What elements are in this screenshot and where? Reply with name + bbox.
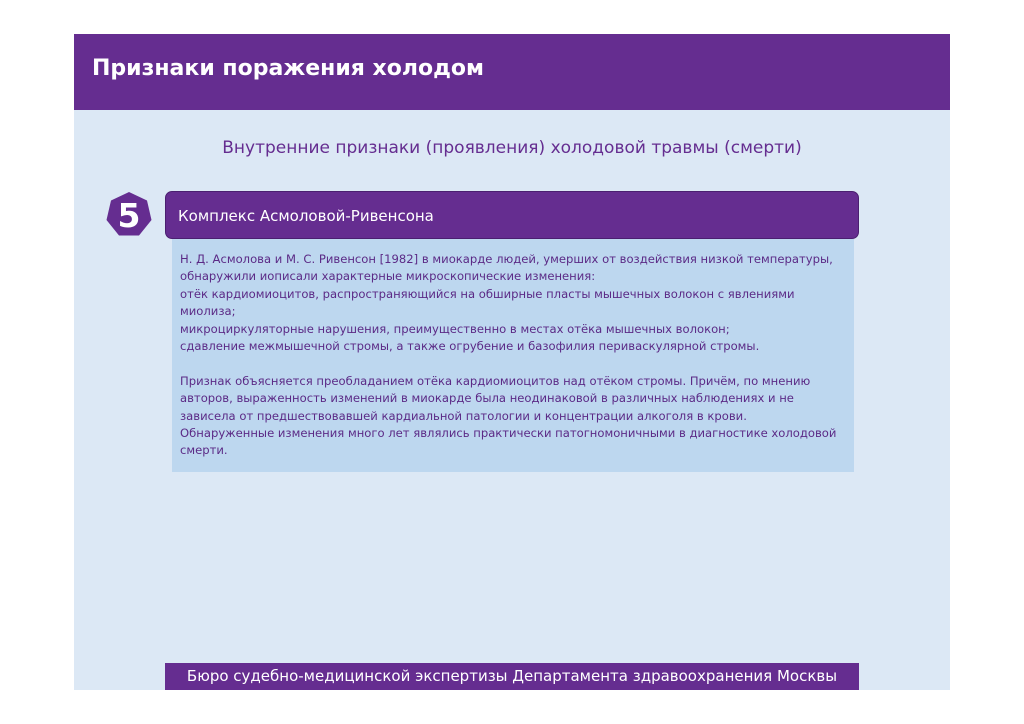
footer-bar <box>165 663 859 690</box>
content-text <box>180 251 850 460</box>
heptagon-badge-icon <box>104 190 154 240</box>
badge-number: 5 <box>117 196 141 235</box>
number-badge <box>104 190 154 240</box>
content-line: Н. Д. Асмолова и М. С. Ривенсон [1982] в миокарде людей, умерших от воздействия низкой температуры, <box>180 252 833 266</box>
content-line: обнаружили иописали характерные микроскопические изменения: <box>180 269 596 284</box>
content-line: авторов, выраженность изменений в миокарде была неодинаковой в различных наблюдениях и не <box>180 391 794 406</box>
slide-subtitle: Внутренние признаки (проявления) холодовой травмы (смерти) <box>222 138 802 158</box>
content-line: микроциркуляторные нарушения, преимущественно в местах отёка мышечных волокон; <box>180 321 730 336</box>
slide <box>74 34 950 690</box>
content-line: смерти. <box>180 443 228 458</box>
title-bar <box>74 34 950 110</box>
content-line: зависела от предшествовавшей кардиальной патологии и концентрации алкоголя в крови. <box>180 408 747 423</box>
section-title: Комплекс Асмоловой-Ривенсона <box>178 207 434 225</box>
content-line: отёк кардиомиоцитов, распространяющийся на обширные пласты мышечных волокон с явлениями <box>180 286 795 301</box>
section-header <box>165 191 859 239</box>
slide-title: Признаки поражения холодом <box>92 56 484 81</box>
content-line: миолиза; <box>180 304 236 319</box>
content-line: Признак объясняется преобладанием отёка кардиомиоцитов над отёком стромы. Причём, по мнению <box>180 373 811 388</box>
footer-text: Бюро судебно-медицинской экспертизы Департамента здравоохранения Москвы <box>186 667 838 685</box>
content-line: Обнаруженные изменения много лет являлись практически патогномоничными в диагностике холодовой <box>180 425 837 440</box>
paragraph-gap <box>180 355 850 372</box>
content-line: сдавление межмышечной стромы, а также огрубение и базофилия периваскулярной стромы. <box>180 338 760 353</box>
content-box <box>172 239 854 472</box>
